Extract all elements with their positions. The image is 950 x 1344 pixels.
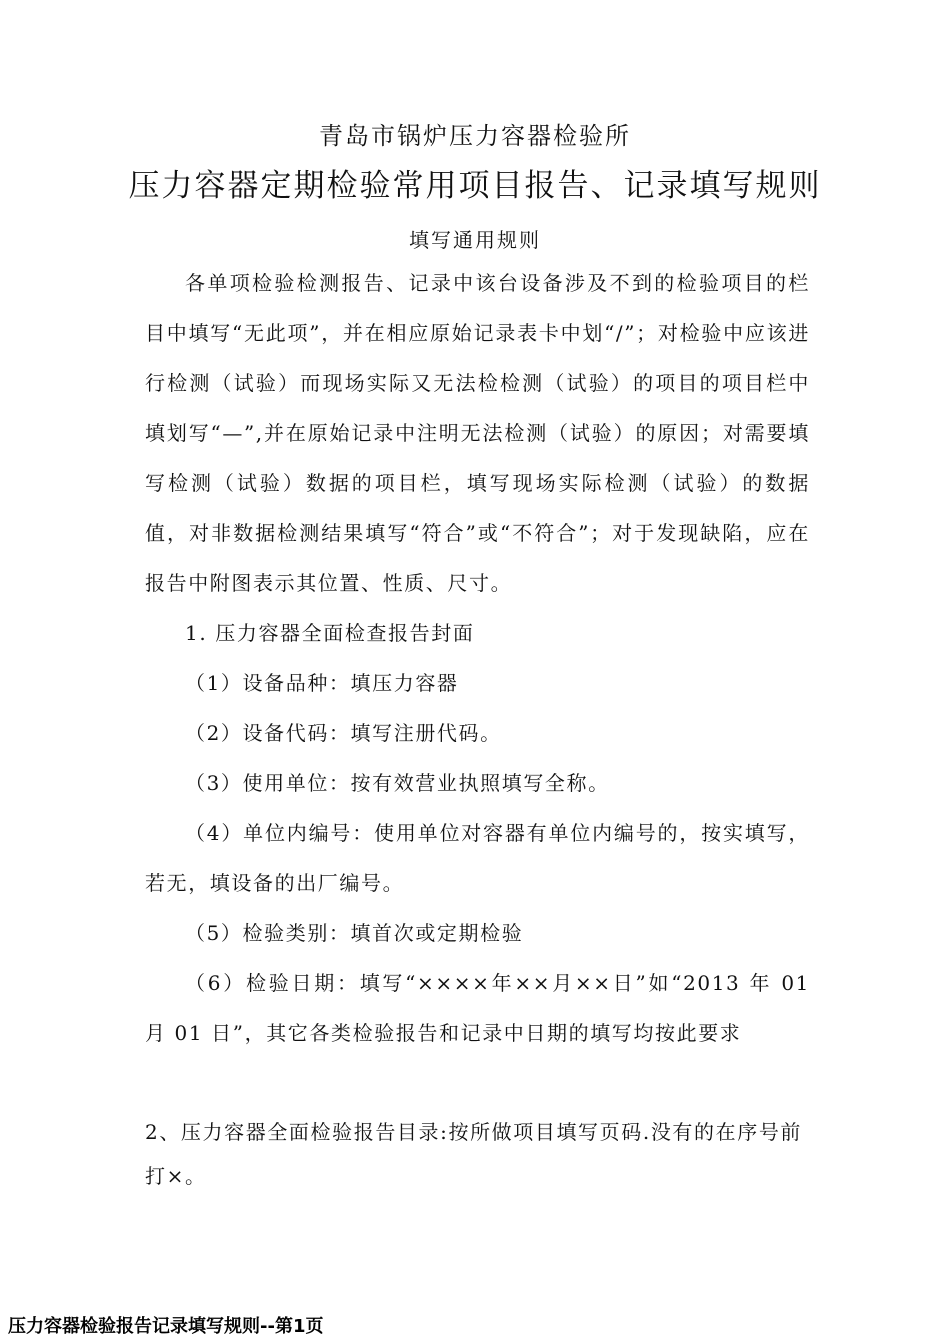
organization-title: 青岛市锅炉压力容器检验所	[319, 122, 631, 150]
section1-item-user-unit: （3）使用单位：按有效营业执照填写全称。	[185, 771, 610, 795]
document-title: 压力容器定期检验常用项目报告、记录填写规则	[128, 168, 822, 204]
page-footer: 压力容器检验报告记录填写规则--第1页	[8, 1316, 324, 1337]
intro-paragraph: 各单项检验检测报告、记录中该台设备涉及不到的检验项目的栏目中填写“无此项”，并在相应原始记录表卡中划“/”；对检验中应该进行检测（试验）而现场实际又无法检检测（试验）的项目的项目栏中填划写“—”,并在原始记录中注明无法检测（试验）的原因；对需要填写检测（试验）数据的项目栏，填写现场实际检测（试验）的数据值，对非数据检测结果填写“符合”或“不符合”；对于发现缺陷，应在报告中附图表示其位置、性质、尺寸。	[145, 271, 810, 595]
section2-paragraph: 2、压力容器全面检验报告目录:按所做项目填写页码.没有的在序号前打×。	[145, 1120, 803, 1188]
section1-heading: 1. 压力容器全面检查报告封面	[185, 621, 475, 645]
section1-item-internal-number: （4）单位内编号：使用单位对容器有单位内编号的，按实填写，若无，填设备的出厂编号。	[145, 821, 810, 895]
section1-item-inspection-category: （5）检验类别：填首次或定期检验	[185, 921, 524, 945]
section-subtitle: 填写通用规则	[409, 228, 541, 252]
section1-item-equipment-code: （2）设备代码：填写注册代码。	[185, 721, 502, 745]
body-content	[145, 258, 810, 1058]
section1-item-inspection-date: （6）检验日期：填写“××××年××月××日”如“2013 年 01 月 01 日”，其它各类检验报告和记录中日期的填写均按此要求	[145, 971, 810, 1045]
section1-item-equipment-type: （1）设备品种：填压力容器	[185, 671, 459, 695]
